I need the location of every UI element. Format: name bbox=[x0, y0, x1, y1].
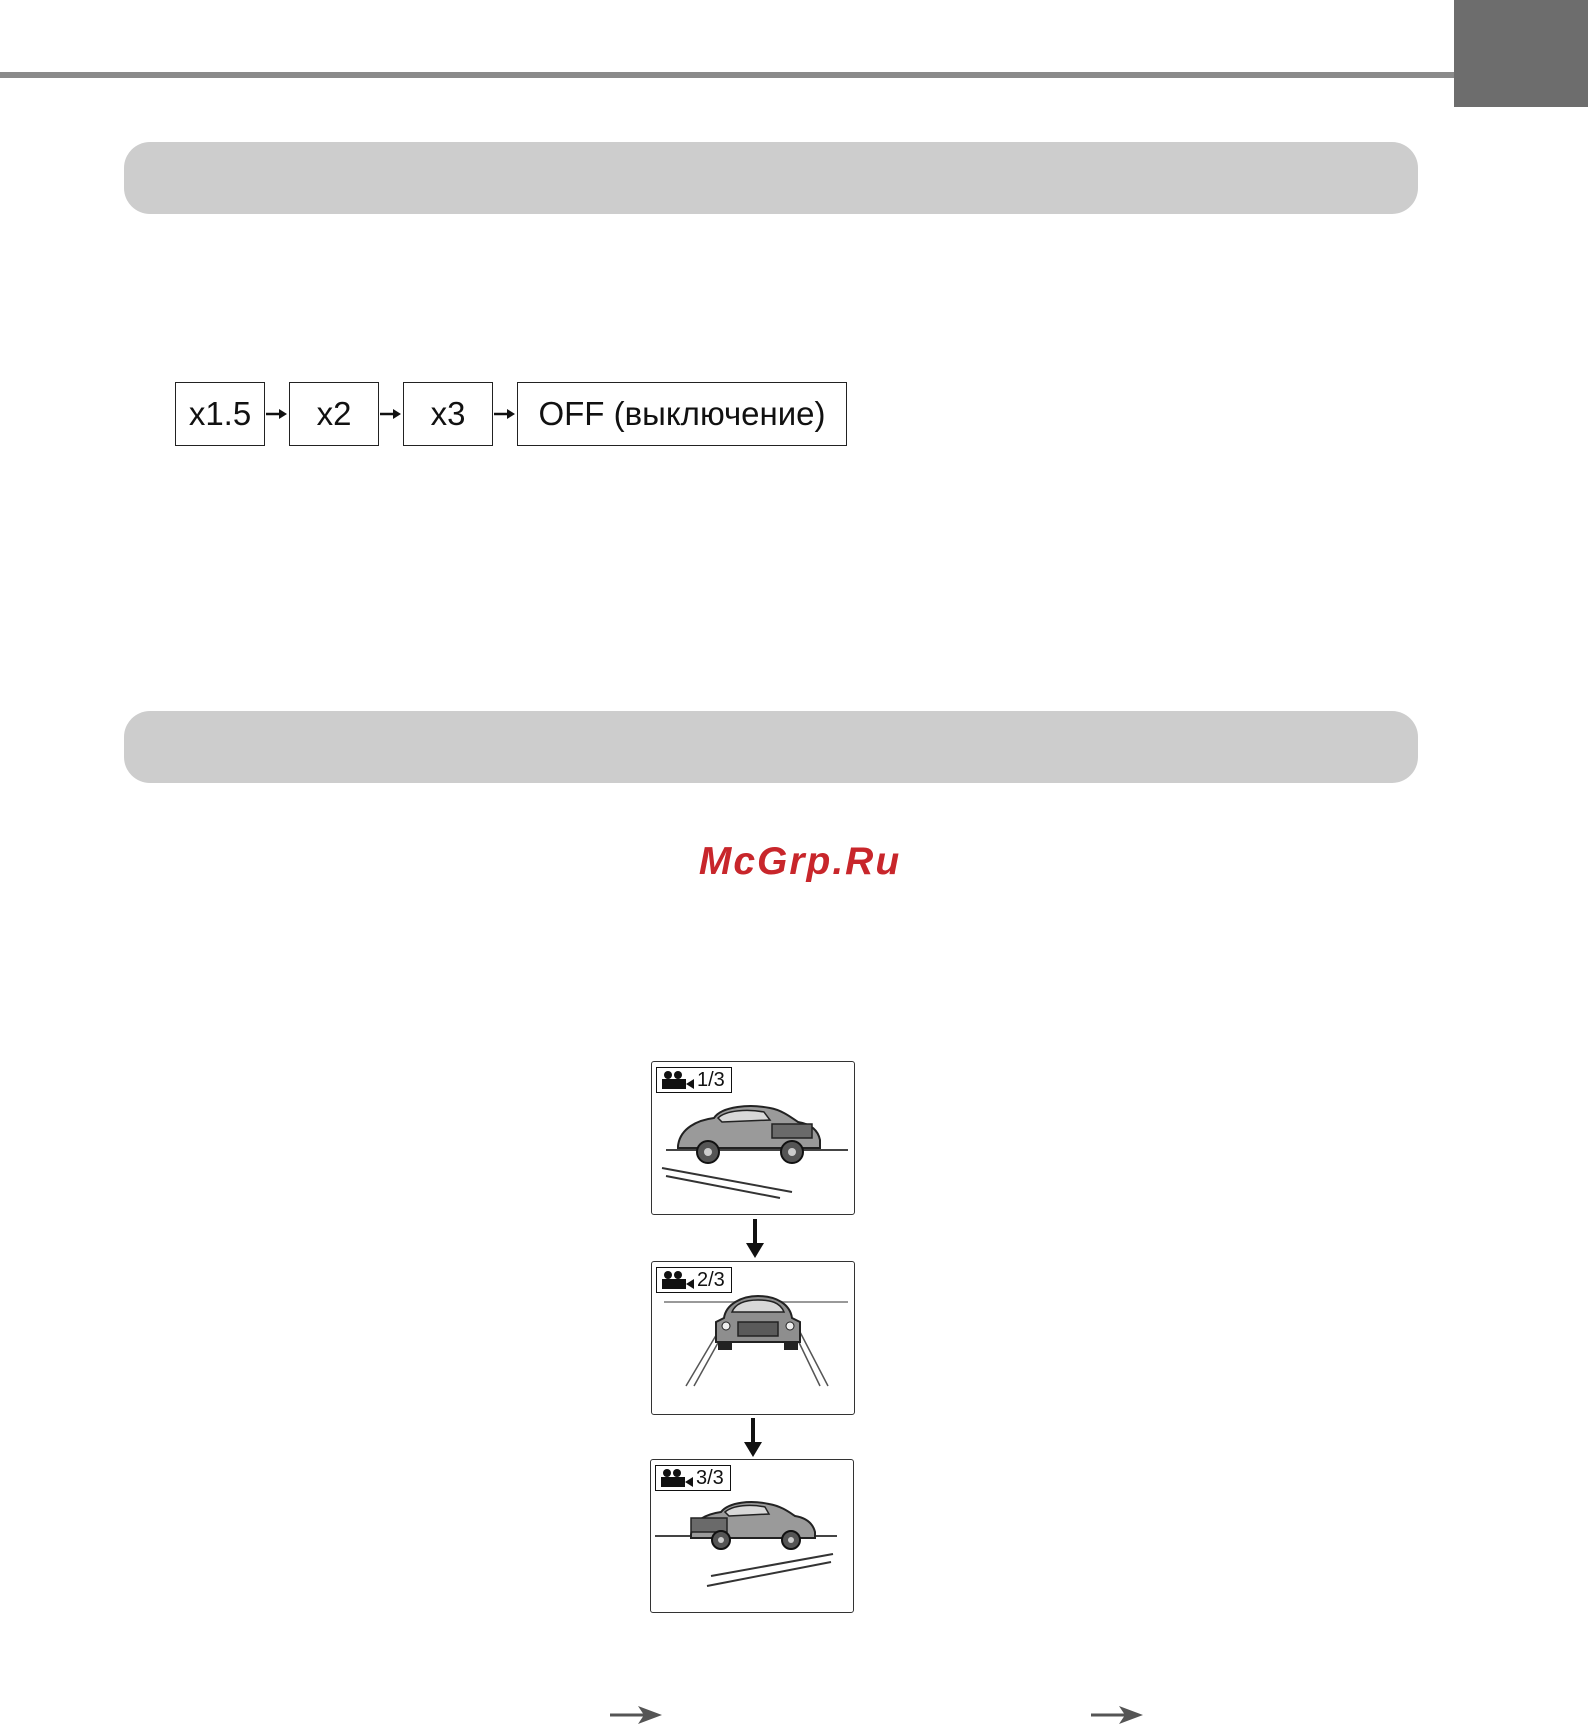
frame-counter: 1/3 bbox=[697, 1069, 725, 1091]
arrow-right-icon bbox=[493, 381, 517, 447]
zoom-step-label: x3 bbox=[430, 395, 466, 432]
arrow-right-icon bbox=[379, 381, 403, 447]
watermark: McGrp.Ru bbox=[698, 840, 902, 883]
zoom-step-x1-5 bbox=[175, 382, 265, 446]
movie-camera-icon bbox=[660, 1469, 694, 1487]
arrow-right-icon bbox=[608, 1703, 664, 1727]
section-heading-bar-1 bbox=[124, 142, 1418, 214]
arrow-down-icon bbox=[741, 1418, 765, 1458]
movie-camera-icon bbox=[661, 1071, 695, 1089]
zoom-step-x2 bbox=[289, 382, 379, 446]
zoom-step-x3 bbox=[403, 382, 493, 446]
arrow-right-icon bbox=[265, 381, 289, 447]
section-heading-bar-2 bbox=[124, 711, 1418, 783]
zoom-step-label: OFF (выключение) bbox=[538, 395, 826, 432]
arrow-down-icon bbox=[743, 1219, 767, 1259]
slideshow-frame-1 bbox=[651, 1061, 855, 1215]
slideshow-frame-3 bbox=[650, 1459, 854, 1613]
zoom-step-label: x1.5 bbox=[188, 395, 252, 432]
zoom-step-off bbox=[517, 382, 847, 446]
frame-counter: 3/3 bbox=[696, 1467, 724, 1489]
zoom-sequence bbox=[175, 381, 847, 447]
frame-counter-badge bbox=[656, 1067, 732, 1093]
slideshow-frame-2 bbox=[651, 1261, 855, 1415]
frame-counter-badge bbox=[656, 1267, 732, 1293]
frame-counter: 2/3 bbox=[697, 1269, 725, 1291]
chapter-tab bbox=[1454, 0, 1588, 107]
zoom-step-label: x2 bbox=[316, 395, 352, 432]
header-rule bbox=[0, 72, 1454, 78]
movie-camera-icon bbox=[661, 1271, 695, 1289]
arrow-right-icon bbox=[1089, 1703, 1145, 1727]
frame-counter-badge bbox=[655, 1465, 731, 1491]
